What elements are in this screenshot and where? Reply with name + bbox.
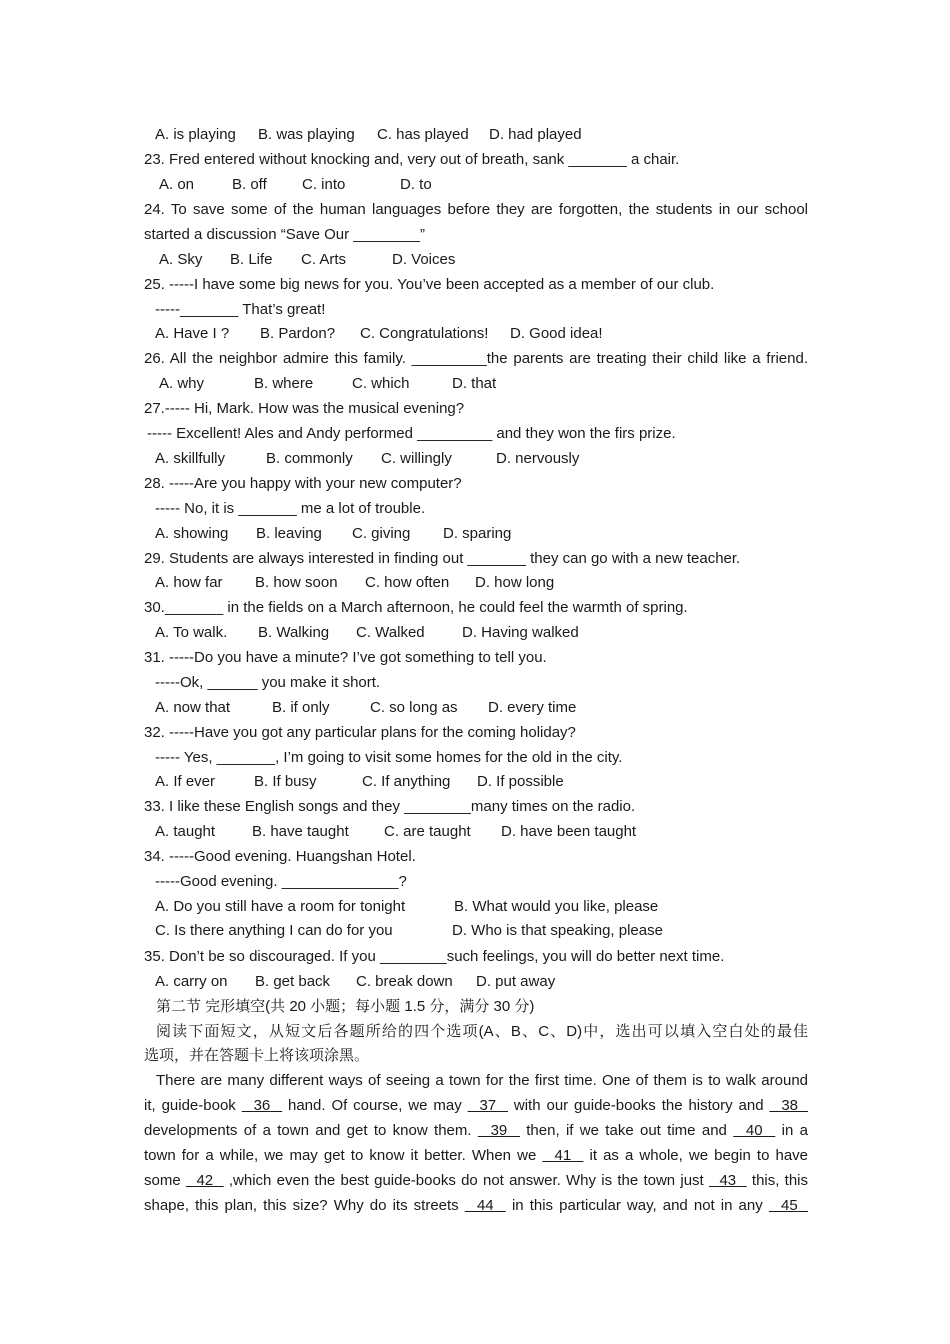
passage-text: hand. Of course, we may: [288, 1097, 462, 1114]
blank-number: 44: [476, 1197, 494, 1214]
q22-option-c: C. has played: [377, 126, 469, 143]
blank-38[interactable]: [769, 1097, 808, 1114]
q34-option-d: D. Who is that speaking, please: [452, 922, 663, 939]
blank-number: 42: [196, 1172, 214, 1189]
q31-option-a: A. now that: [155, 699, 231, 716]
section-heading: 第二节 完形填空(共 20 小题；每小题 1.5 分，满分 30 分): [156, 998, 535, 1015]
q27-option-a: A. skillfully: [155, 450, 226, 467]
q26-stem: 26. All the neighbor admire this family. _________the parents are treating their child like a friend.: [144, 350, 808, 367]
q33-stem: 33. I like these English songs and they ________many times on the radio.: [144, 798, 636, 815]
passage-text: some: [144, 1172, 181, 1189]
q34-option-a: A. Do you still have a room for tonight: [155, 898, 406, 915]
q31-option-c: C. so long as: [370, 699, 458, 716]
blank-41[interactable]: [542, 1147, 583, 1164]
passage-text: it as a whole, we begin to have: [589, 1147, 809, 1164]
q24-option-b: B. Life: [230, 251, 273, 268]
passage-line-1: There are many different ways of seeing a town for the first time. One of them is to walk around: [156, 1072, 808, 1089]
q25-option-a: A. Have I ?: [155, 325, 230, 342]
q34-stem-line1: 34. -----Good evening. Huangshan Hotel.: [144, 848, 416, 865]
q31-stem-line2: -----Ok, ______ you make it short.: [155, 674, 381, 691]
passage-text: ,which even the best guide-books do not answer. Why is the town just: [228, 1172, 704, 1189]
q30-option-c: C. Walked: [356, 624, 425, 641]
q29-option-d: D. how long: [475, 574, 555, 591]
blank-number: 40: [745, 1122, 763, 1139]
q28-option-d: D. sparing: [443, 525, 512, 542]
blank-number: 41: [554, 1147, 572, 1164]
q33-option-b: B. have taught: [252, 823, 349, 840]
q32-option-d: D. If possible: [477, 773, 564, 790]
q35-option-b: B. get back: [255, 973, 331, 990]
q25-option-c: C. Congratulations!: [360, 325, 489, 342]
q33-option-a: A. taught: [155, 823, 216, 840]
q23-option-a: A. on: [159, 176, 195, 193]
q35-stem: 35. Don’t be so discouraged. If you ________such feelings, you will do better next time.: [144, 948, 725, 965]
q30-option-d: D. Having walked: [462, 624, 579, 641]
passage-line-6: [144, 1193, 808, 1218]
passage-text: town for a while, we may get to know it better. When we: [144, 1147, 537, 1164]
passage-text: with our guide-books the history and: [513, 1097, 764, 1114]
q27-stem-line1: 27.----- Hi, Mark. How was the musical evening?: [144, 400, 465, 417]
passage-text: in this particular way, and not in any: [511, 1197, 763, 1214]
q34-option-c: C. Is there anything I can do for you: [155, 922, 393, 939]
passage-line-2: [144, 1093, 808, 1118]
q24-stem-line2: started a discussion “Save Our ________”: [144, 226, 425, 243]
q31-option-d: D. every time: [488, 699, 577, 716]
blank-number: 39: [490, 1122, 508, 1139]
q22-option-a: A. is playing: [155, 126, 236, 143]
q32-option-c: C. If anything: [362, 773, 451, 790]
q24-option-c: C. Arts: [301, 251, 347, 268]
q27-option-c: C. willingly: [381, 450, 452, 467]
q28-option-c: C. giving: [352, 525, 411, 542]
passage-text: then, if we take out time and: [526, 1122, 727, 1139]
blank-36[interactable]: [242, 1097, 282, 1114]
q22-option-b: B. was playing: [258, 126, 355, 143]
passage-line-3: [144, 1118, 808, 1143]
q25-option-d: D. Good idea!: [510, 325, 603, 342]
q30-option-a: A. To walk.: [155, 624, 228, 641]
q34-stem-line2: -----Good evening. ______________?: [155, 873, 407, 890]
q28-option-a: A. showing: [155, 525, 229, 542]
passage-line-4: [144, 1143, 808, 1168]
blank-43[interactable]: [709, 1172, 747, 1189]
passage-line-5: [144, 1168, 808, 1193]
blank-44[interactable]: [465, 1197, 506, 1214]
q24-option-a: A. Sky: [159, 251, 203, 268]
blank-37[interactable]: [468, 1097, 508, 1114]
q23-option-d: D. to: [400, 176, 432, 193]
q31-stem-line1: 31. -----Do you have a minute? I’ve got something to tell you.: [144, 649, 547, 666]
q32-option-a: A. If ever: [155, 773, 216, 790]
blank-number: 45: [781, 1197, 798, 1214]
q35-option-c: C. break down: [356, 973, 453, 990]
q24-option-d: D. Voices: [392, 251, 456, 268]
q30-option-b: B. Walking: [258, 624, 330, 641]
q23-option-c: C. into: [302, 176, 346, 193]
blank-number: 37: [479, 1097, 497, 1114]
q28-stem-line1: 28. -----Are you happy with your new computer?: [144, 475, 462, 492]
q27-stem-line2: ----- Excellent! Ales and Andy performed _________ and they won the firs prize.: [147, 425, 676, 442]
q26-option-b: B. where: [254, 375, 314, 392]
q27-option-d: D. nervously: [496, 450, 580, 467]
q25-stem-line2: -----_______ That’s great!: [155, 301, 326, 318]
q26-option-d: D. that: [452, 375, 497, 392]
q32-option-b: B. If busy: [254, 773, 317, 790]
passage-text: developments of a town and get to know them.: [144, 1122, 472, 1139]
blank-number: 43: [719, 1172, 737, 1189]
q34-option-b: B. What would you like, please: [454, 898, 659, 915]
blank-42[interactable]: [186, 1172, 224, 1189]
q24-stem-line1: 24. To save some of the human languages before they are forgotten, the students in our school: [144, 201, 808, 218]
q31-option-b: B. if only: [272, 699, 330, 716]
q28-option-b: B. leaving: [256, 525, 322, 542]
q28-stem-line2: ----- No, it is _______ me a lot of trouble.: [155, 500, 426, 517]
q25-stem-line1: 25. -----I have some big news for you. You’ve been accepted as a member of our club.: [144, 276, 715, 293]
q26-option-a: A. why: [159, 375, 205, 392]
q32-stem-line2: ----- Yes, _______, I’m going to visit some homes for the old in the city.: [155, 749, 623, 766]
q25-option-b: B. Pardon?: [260, 325, 336, 342]
q29-option-b: B. how soon: [255, 574, 338, 591]
blank-45[interactable]: [769, 1197, 808, 1214]
q23-option-b: B. off: [232, 176, 267, 193]
q29-option-c: C. how often: [365, 574, 450, 591]
passage-text: it, guide-book: [144, 1097, 236, 1114]
blank-number: 36: [253, 1097, 271, 1114]
q30-stem: 30._______ in the fields on a March afternoon, he could feel the warmth of spring.: [144, 599, 688, 616]
passage-text: in a: [781, 1122, 808, 1139]
q26-option-c: C. which: [352, 375, 410, 392]
q33-option-c: C. are taught: [384, 823, 471, 840]
passage-text: shape, this plan, this size? Why do its streets: [144, 1197, 459, 1214]
q29-stem: 29. Students are always interested in finding out _______ they can go with a new teacher.: [144, 550, 741, 567]
q35-option-d: D. put away: [476, 973, 556, 990]
blank-40[interactable]: [733, 1122, 775, 1139]
q33-option-d: D. have been taught: [501, 823, 637, 840]
passage-text: this, this: [751, 1172, 809, 1189]
q22-option-d: D. had played: [489, 126, 582, 143]
q35-option-a: A. carry on: [155, 973, 228, 990]
blank-39[interactable]: [478, 1122, 520, 1139]
q27-option-b: B. commonly: [266, 450, 353, 467]
section-instruction-line2: 选项，并在答题卡上将该项涂黑。: [144, 1047, 370, 1064]
q29-option-a: A. how far: [155, 574, 223, 591]
section-instruction-line1: 阅读下面短文，从短文后各题所给的四个选项(A、B、C、D)中，选出可以填入空白处的最佳: [156, 1023, 808, 1040]
blank-number: 38: [781, 1097, 798, 1114]
q32-stem-line1: 32. -----Have you got any particular plans for the coming holiday?: [144, 724, 576, 741]
q23-stem: 23. Fred entered without knocking and, very out of breath, sank _______ a chair.: [144, 151, 680, 168]
